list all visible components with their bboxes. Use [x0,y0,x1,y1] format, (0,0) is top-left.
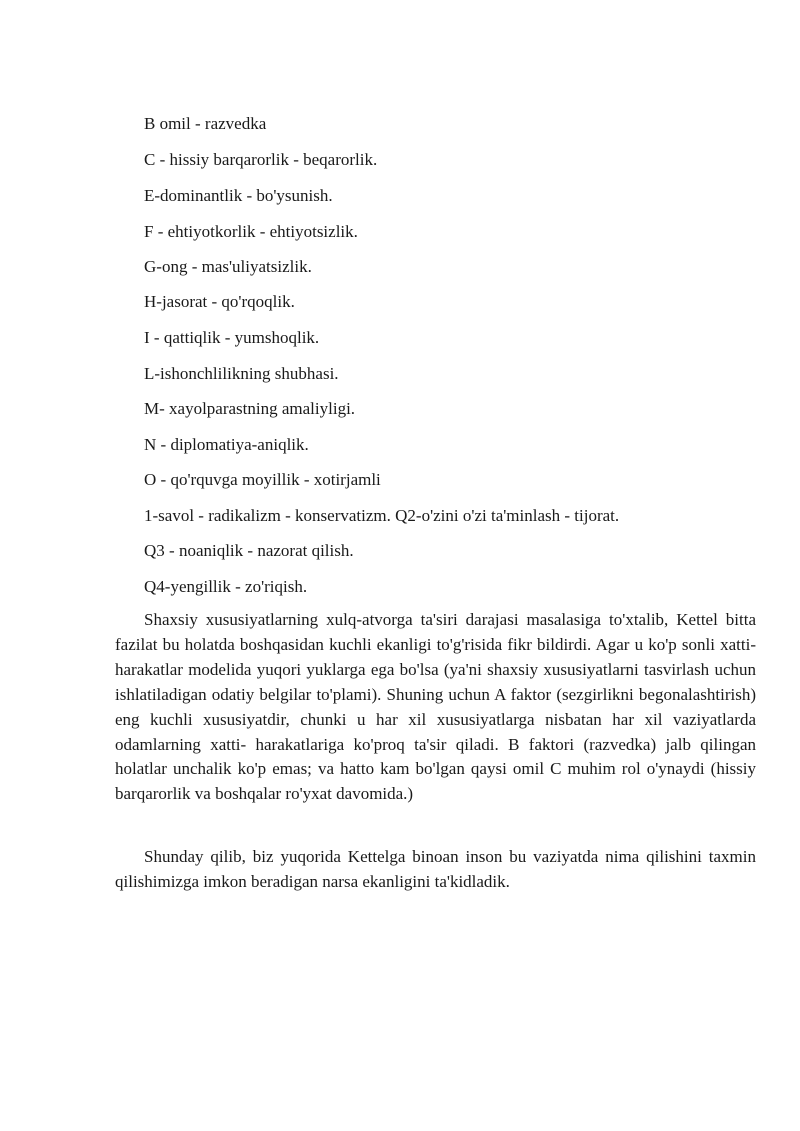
factor-line-c: C - hissiy barqarorlik - beqarorlik. [144,150,378,169]
factor-line-m: M- xayolparastning amaliyligi. [144,399,356,418]
factor-line-q4: Q4-yengillik - zo'riqish. [144,577,308,596]
body-paragraph-1: Shaxsiy xususiyatlarning xulq-atvorga ta'siri darajasi masalasiga to'xtalib, Kettel bitta fazilat bu holatda boshqasidan kuchli ekanligi to'g'risida fikr bildirdi. Agar u ko'p sonli xatti- harakatlar modelida yuqori yuklarga ega bo'lsa (ya'ni shaxsiy xususiyatlarni tasvirlash uchun ishlatiladigan odatiy belgilar to'plami). Shuning uchun A faktor (sezgirlikni begonalashtirish) eng kuchli xususiyatdir, chunki u har xil xususiyatlarga nisbatan har xil vaziyatlarda odamlarning xatti- harakatlariga ko'proq ta'sir qiladi. B faktori (razvedka) jalb qilingan holatlar unchalik ko'p emas; va hatto kam bo'lgan qaysi omil C muhim rol o'ynaydi (hissiy barqarorlik va boshqalar ro'yxat davomida.) [115,610,756,804]
factor-line-i: I - qattiqlik - yumshoqlik. [144,328,320,347]
factor-line-h: H-jasorat - qo'rqoqlik. [144,292,295,311]
factor-line-g: G-ong - mas'uliyatsizlik. [144,257,312,276]
factor-line-l: L-ishonchlilikning shubhasi. [144,364,339,383]
factor-line-f: F - ehtiyotkorlik - ehtiyotsizlik. [144,222,358,241]
factor-line-q3: Q3 - noaniqlik - nazorat qilish. [144,541,354,560]
factor-line-q1-q2: 1-savol - radikalizm - konservatizm. Q2-o'zini o'zi ta'minlash - tijorat. [144,506,620,525]
body-paragraph-2: Shunday qilib, biz yuqorida Kettelga binoan inson bu vaziyatda nima qilishini taxmin qilishimizga imkon beradigan narsa ekanligini ta'kidladik. [115,847,756,891]
factor-line-b: B omil - razvedka [144,114,267,133]
factor-line-o: O - qo'rquvga moyillik - xotirjamli [144,470,381,489]
factor-line-n: N - diplomatiya-aniqlik. [144,435,309,454]
factor-line-e: E-dominantlik - bo'ysunish. [144,186,333,205]
